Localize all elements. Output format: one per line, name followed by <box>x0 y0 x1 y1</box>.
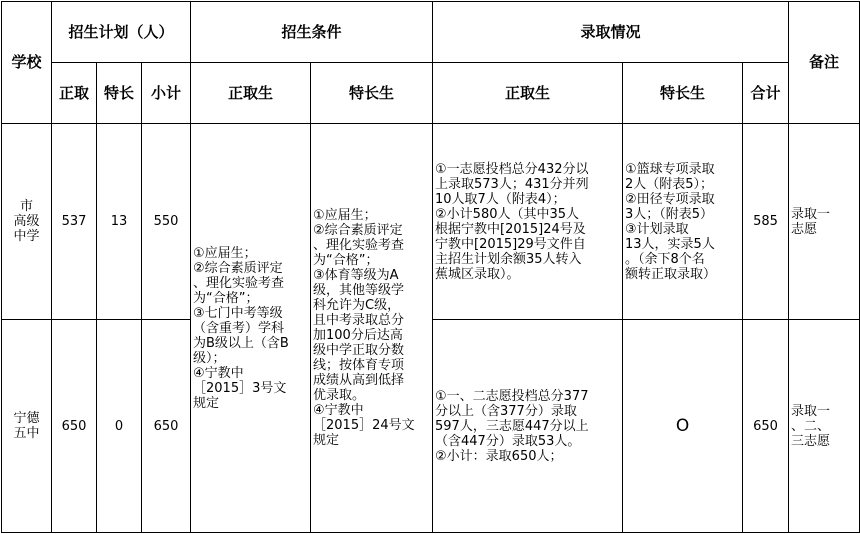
header-subtotal: 小计 <box>142 63 191 124</box>
school-name: 市 高级 中学 <box>2 124 52 320</box>
header-total: 合计 <box>743 63 789 124</box>
header-school: 学校 <box>2 2 52 124</box>
header-special: 特长 <box>97 63 142 124</box>
plan-special: 13 <box>97 124 142 320</box>
school-name: 宁德 五中 <box>2 320 52 533</box>
plan-regular: 537 <box>52 124 97 320</box>
admission-table <box>1 1 860 533</box>
header-remarks: 备注 <box>789 2 860 124</box>
admission-total: 585 <box>743 124 789 320</box>
header-admission: 录取情况 <box>433 2 789 63</box>
header-admit-special-student: 特长生 <box>623 63 743 124</box>
header-admit-regular-student: 正取生 <box>433 63 623 124</box>
admission-regular: ①一、二志愿投档总分377 分以上（含377分）录取 597人，三志愿447分以上 （含447分）录取53人。 ②小计：录取650人； <box>433 320 623 533</box>
plan-special: 0 <box>97 320 142 533</box>
admission-regular: ①一志愿投档总分432分以 上录取573人；431分并列 10人取7人（附表4）； ②小计580人（其中35人 根据宁教中[2015]24号及 宁教中[2015]29号文件自 主招生计划余额35人转入 蕉城区录取）。 <box>433 124 623 320</box>
header-plan: 招生计划（人） <box>52 2 191 63</box>
condition-special: ①应届生； ②综合素质评定 、理化实验考查 为“合格”； ③体育等级为A 级，其他等级学 科允许为C级， 且中考录取总分 加100分后达高 级中学正取分数 线；按体育专项 成绩从高到低择 优录取。 ④宁教中 ［2015］24号文 规定 <box>311 124 433 533</box>
admission-total: 650 <box>743 320 789 533</box>
remark: 录取一 志愿 <box>789 124 860 320</box>
plan-regular: 650 <box>52 320 97 533</box>
header-conditions: 招生条件 <box>191 2 433 63</box>
admission-special: ①篮球专项录取 2人（附表5）； ②田径专项录取 3人；（附表5） ③计划录取 13人，实录5人 。（余下8个名 额转正取录取） <box>623 124 743 320</box>
admission-special: O <box>623 320 743 533</box>
plan-subtotal: 550 <box>142 124 191 320</box>
header-regular: 正取 <box>52 63 97 124</box>
condition-regular: ①应届生； ②综合素质评定 、理化实验考查 为“合格”； ③七门中考等级 （含重考）学科 为B级以上（含B 级）； ④宁教中 ［2015］3号文 规定 <box>191 124 311 533</box>
remark: 录取一 、二、 三志愿 <box>789 320 860 533</box>
header-special-student: 特长生 <box>311 63 433 124</box>
plan-subtotal: 650 <box>142 320 191 533</box>
header-regular-student: 正取生 <box>191 63 311 124</box>
